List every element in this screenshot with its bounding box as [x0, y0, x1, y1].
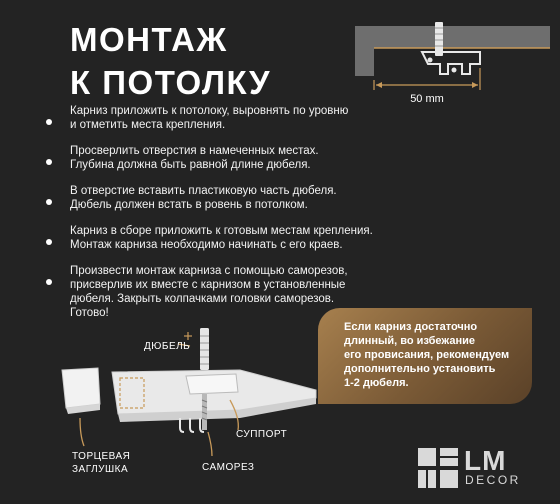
step-item — [46, 184, 406, 212]
step-text: Произвести монтаж карниза с помощью саморезов, присверлив их вместе с карнизом в установленные дюбеля. Закрыть колпачками головки саморезов. Готово! — [70, 265, 348, 319]
bullet-icon — [46, 199, 52, 205]
ceiling-mount-diagram — [340, 8, 560, 108]
label-screw: САМОРЕЗ — [202, 462, 255, 473]
label-end-cap: ТОРЦЕВАЯ ЗАГЛУШКА — [72, 451, 131, 475]
logo-grid-icon — [418, 448, 458, 488]
title-line-1: МОНТАЖ — [70, 21, 228, 58]
bullet-icon — [46, 159, 52, 165]
step-text: В отверстие вставить пластиковую часть дюбеля. Дюбель должен встать в ровень в потолком. — [70, 185, 337, 211]
installation-steps — [46, 104, 406, 332]
step-item — [46, 144, 406, 172]
step-item — [46, 104, 406, 132]
dowel-shape — [435, 22, 443, 56]
bullet-icon — [46, 279, 52, 285]
label-support: СУППОРТ — [236, 429, 288, 440]
recommendation-note: Если карниз достаточно длинный, во избежание его провисания, рекомендуем дополнительно установить 1-2 дюбеля. — [318, 308, 532, 404]
dimension-label: 50 mm — [410, 93, 444, 105]
step-item — [46, 224, 406, 252]
step-text: Карниз в сборе приложить к готовым местам крепления. Монтаж карниза необходимо начинать с его краев. — [70, 225, 373, 251]
support-shape — [186, 374, 238, 394]
end-cap-shape — [62, 368, 100, 408]
brand-logo — [418, 445, 548, 492]
rail-profile — [422, 52, 480, 74]
bullet-icon — [46, 119, 52, 125]
bullet-icon — [46, 239, 52, 245]
step-text: Карниз приложить к потолоку, выровнять по уровню и отметить места крепления. — [70, 105, 349, 131]
label-dowel: ДЮБЕЛЬ — [144, 341, 191, 352]
logo-sub-text: DECOR — [465, 473, 521, 487]
page-title — [70, 18, 271, 104]
step-text: Просверлить отверстия в намеченных местах. Глубина должна быть равной длине дюбеля. — [70, 145, 319, 171]
title-line-2: К ПОТОЛКУ — [70, 64, 272, 101]
logo-main-text: LM — [464, 445, 507, 476]
